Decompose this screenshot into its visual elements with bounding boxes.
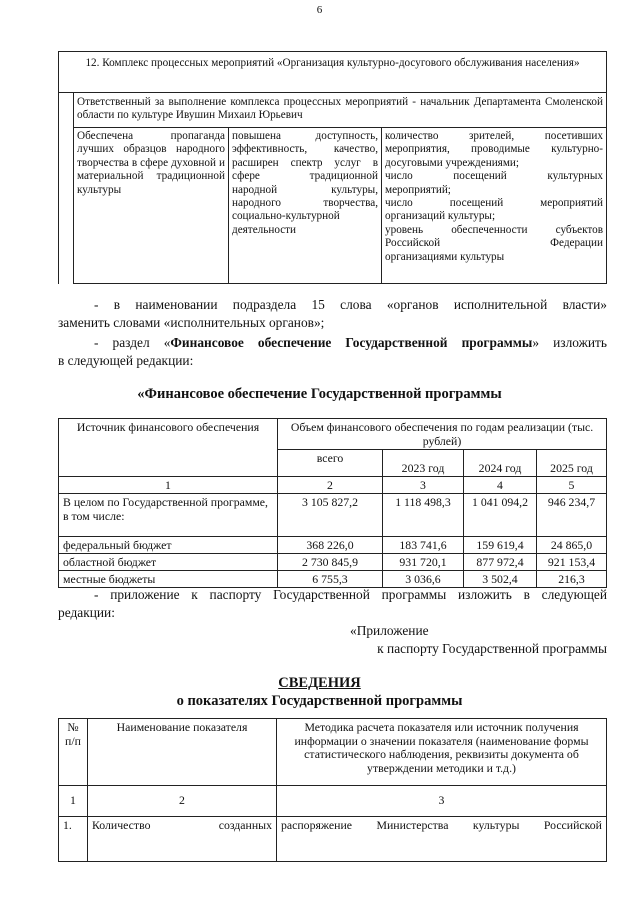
indicator-line: количество зрителей, посетивших [385, 130, 603, 142]
indicator-line: организаций культуры; [385, 210, 496, 223]
complex-title: 12. Комплекс процессных мероприятий «Организация культурно-досугового обслуживания населения» [59, 52, 607, 93]
cell-value: 3 502,4 [464, 571, 537, 588]
row-label: В целом по Государственной программе, в том числе: [59, 494, 278, 537]
indicator-line: число посещений культурных [385, 170, 603, 183]
indicator-line: мероприятия, проводимые культурно- [385, 143, 603, 156]
cell-value: 946 234,7 [537, 494, 607, 537]
header-year: 2024 год [464, 450, 537, 477]
header-name: Наименование показателя [88, 719, 277, 786]
row-name [88, 817, 277, 862]
header-year: 2023 год [383, 450, 464, 477]
indicator-line: досуговыми учреждениями; [385, 156, 520, 169]
amendment-paragraph-1 [58, 296, 607, 332]
table-row [59, 537, 607, 554]
header-year: 2025 год [537, 450, 607, 477]
indicators-cell [382, 128, 607, 284]
column-number: 3 [383, 477, 464, 494]
annex-line: к паспорту Государственной программы [377, 641, 607, 656]
indicator-line: организациями культуры [385, 250, 505, 263]
cell-value: 216,3 [537, 571, 607, 588]
row-method-text: распоряжение Министерства культуры Российской [281, 818, 602, 832]
cell-value: 921 153,4 [537, 554, 607, 571]
indicator-line: мероприятий; [385, 183, 451, 196]
amendment-paragraph-3 [58, 586, 607, 622]
indicators-title [0, 674, 639, 710]
indicator-line: число посещений мероприятий [385, 197, 603, 210]
cell-value: 24 865,0 [537, 537, 607, 554]
finance-table [58, 418, 607, 588]
cell-value: 2 730 845,9 [278, 554, 383, 571]
column-number: 3 [277, 786, 607, 817]
row-method [277, 817, 607, 862]
page-number: 6 [316, 4, 323, 16]
row-label: местные бюджеты [59, 571, 278, 588]
header-volume: Объем финансового обеспечения по годам реализации (тыс. рублей) [278, 419, 607, 450]
row-name-text: Количество созданных [92, 818, 272, 832]
header-method: Методика расчета показателя или источник получения информации о значении показателя (наименование формы статистического наблюдения, реквизиты документа об утверждении методики и т.д.) [277, 719, 607, 786]
header-source: Источник финансового обеспечения [59, 419, 278, 477]
para-line: в следующей редакции: [58, 353, 194, 368]
cell-value: 3 036,6 [383, 571, 464, 588]
svedenia-subtitle: о показателях Государственной программы [176, 693, 463, 709]
annex-line: «Приложение [350, 623, 429, 638]
cell-value: 6 755,3 [278, 571, 383, 588]
para-bold-text: Финансовое обеспечение Государственной программы [170, 335, 533, 350]
indicator-line: уровень обеспеченности субъектов [385, 223, 603, 236]
header-num: № п/п [59, 719, 88, 786]
gutter-cell [59, 128, 74, 284]
para-line: заменить словами «исполнительных органов»; [58, 315, 325, 330]
cell-value: 1 118 498,3 [383, 494, 464, 537]
para-line [58, 334, 607, 352]
cell-value: 3 105 827,2 [278, 494, 383, 537]
para-text: » изложить [532, 335, 607, 350]
table-row [59, 554, 607, 571]
header-total: всего [278, 450, 383, 477]
table-row [59, 817, 607, 862]
para-line: редакции: [58, 605, 115, 620]
column-number: 2 [88, 786, 277, 817]
para-text: - раздел « [94, 335, 171, 350]
task-cell: Обеспечена пропаганда лучших образцов народного творчества в сфере духовной и материальной традиционной культуры [74, 128, 229, 284]
finance-section-title: «Финансовое обеспечение Государственной программы [137, 386, 502, 402]
annex-heading [300, 622, 607, 658]
cell-value: 877 972,4 [464, 554, 537, 571]
column-number: 2 [278, 477, 383, 494]
para-line: - приложение к паспорту Государственной программы изложить в следующей [94, 587, 607, 602]
amendment-paragraph-2 [58, 334, 607, 370]
complex-table [58, 51, 607, 284]
effect-cell: повышена доступность, эффективность, качество, расширен спектр услуг в сфере традиционной народной культуры, народного творчества, социально-культурной деятельности [229, 128, 382, 284]
row-num: 1. [59, 817, 88, 862]
column-number: 1 [59, 477, 278, 494]
cell-value: 159 619,4 [464, 537, 537, 554]
indicator-line: Российской Федерации [385, 237, 603, 250]
cell-value: 931 720,1 [383, 554, 464, 571]
responsible-text: Ответственный за выполнение комплекса процессных мероприятий - начальник Департамента Смоленской области по культуре Ивушин Михаил Юрьевич [74, 93, 607, 128]
column-number: 4 [464, 477, 537, 494]
cell-value: 1 041 094,2 [464, 494, 537, 537]
svedenia-title: СВЕДЕНИЯ [278, 675, 361, 691]
column-number: 1 [59, 786, 88, 817]
column-number: 5 [537, 477, 607, 494]
table-row [59, 494, 607, 537]
para-line: - в наименовании подраздела 15 слова «органов исполнительной власти» [94, 297, 607, 312]
cell-value: 183 741,6 [383, 537, 464, 554]
cell-value: 368 226,0 [278, 537, 383, 554]
table-row [59, 571, 607, 588]
indicators-table [58, 718, 607, 862]
gutter-cell [59, 93, 74, 128]
row-label: областной бюджет [59, 554, 278, 571]
row-label: федеральный бюджет [59, 537, 278, 554]
